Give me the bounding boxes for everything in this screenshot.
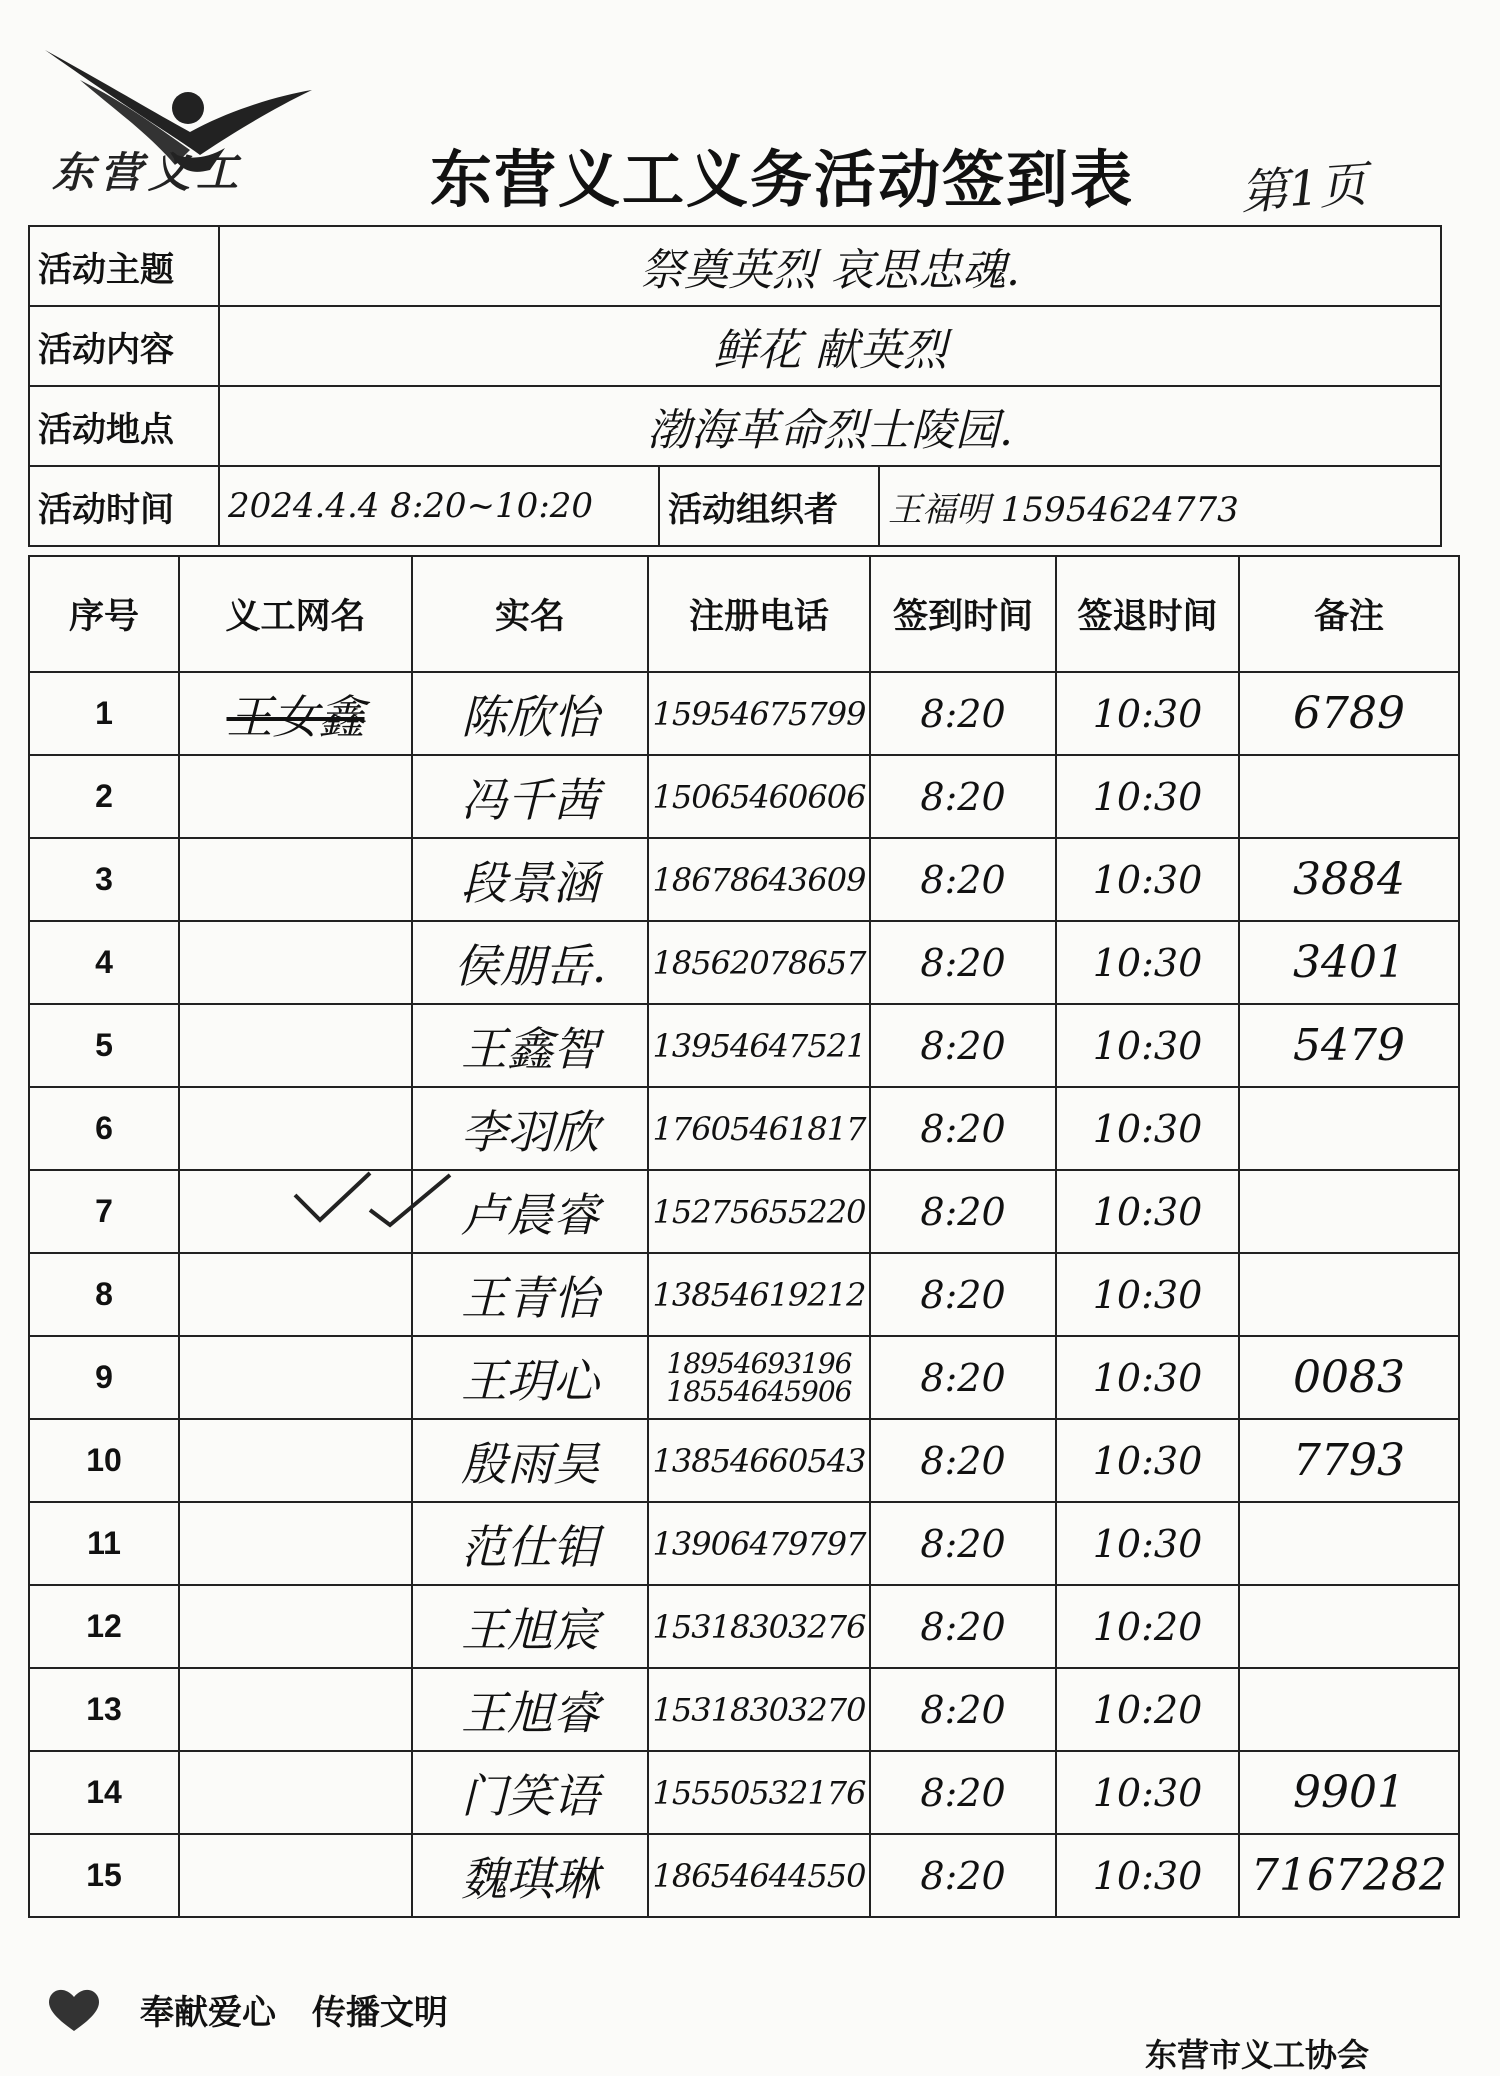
check-mark-icon [290,1165,460,1235]
row-number: 9 [29,1336,179,1419]
theme-label: 活动主题 [29,226,219,306]
sign-in-time: 8:20 [870,1834,1056,1917]
row-number: 8 [29,1253,179,1336]
table-row [29,1253,1459,1336]
table-row [29,1087,1459,1170]
sign-out-time: 10:30 [1056,1419,1239,1502]
location-value: 渤海革命烈士陵园. [647,405,1013,456]
row-number: 1 [29,672,179,755]
real-name: 李羽欣 [412,1087,648,1170]
real-name: 王青怡 [412,1253,648,1336]
sign-out-time: 10:30 [1056,1834,1239,1917]
phone-number: 13854660543 [648,1419,870,1502]
column-header-sign-out: 签退时间 [1056,556,1239,672]
volunteer-nickname [179,1751,412,1834]
row-number: 3 [29,838,179,921]
phone-number: 15318303276 [648,1585,870,1668]
phone-number: 18562078657 [648,921,870,1004]
phone-number: 15550532176 [648,1751,870,1834]
table-row [29,1585,1459,1668]
table-row [29,672,1459,755]
volunteer-nickname [179,755,412,838]
column-header-sign-in: 签到时间 [870,556,1056,672]
table-row [29,1170,1459,1253]
volunteer-nickname [179,1502,412,1585]
volunteer-nickname [179,1834,412,1917]
phone-number: 15275655220 [648,1170,870,1253]
theme-value: 祭奠英烈 哀思忠魂. [640,245,1020,296]
real-name: 陈欣怡 [412,672,648,755]
volunteer-nickname [179,838,412,921]
remark: 7167282 [1239,1834,1459,1917]
volunteer-nickname [179,1004,412,1087]
column-header-nickname: 义工网名 [179,556,412,672]
volunteer-nickname [179,1253,412,1336]
sign-in-time: 8:20 [870,1336,1056,1419]
location-label: 活动地点 [29,386,219,466]
real-name: 王玥心 [412,1336,648,1419]
phone-number: 13854619212 [648,1253,870,1336]
sign-in-time: 8:20 [870,1004,1056,1087]
table-row [29,1668,1459,1751]
sign-in-time: 8:20 [870,1253,1056,1336]
phone-number: 15065460606 [648,755,870,838]
sign-in-time: 8:20 [870,838,1056,921]
remark: 0083 [1239,1336,1459,1419]
sign-out-time: 10:30 [1056,921,1239,1004]
volunteer-nickname [179,1087,412,1170]
activity-info-table [28,225,1442,547]
volunteer-nickname [179,1668,412,1751]
row-number: 7 [29,1170,179,1253]
time-label: 活动时间 [29,466,219,546]
row-number: 11 [29,1502,179,1585]
sign-in-time: 8:20 [870,921,1056,1004]
remark [1239,1668,1459,1751]
remark: 3884 [1239,838,1459,921]
row-number: 2 [29,755,179,838]
footer-association: 东营市义工协会 [1145,2036,1370,2074]
volunteer-nickname [179,1585,412,1668]
volunteer-nickname [179,1419,412,1502]
phone-number [648,1336,870,1419]
real-name: 范仕钼 [412,1502,648,1585]
table-row [29,1336,1459,1419]
page-number-note: 第1页 [1238,156,1369,222]
real-name: 王鑫智 [412,1004,648,1087]
heart-icon [44,1985,104,2033]
sign-out-time: 10:30 [1056,672,1239,755]
phone-number: 18654644550 [648,1834,870,1917]
real-name: 段景涵 [412,838,648,921]
content-label: 活动内容 [29,306,219,386]
row-number: 4 [29,921,179,1004]
remark [1239,1585,1459,1668]
phone-number: 18678643609 [648,838,870,921]
organizer-label: 活动组织者 [659,466,879,546]
remark [1239,1502,1459,1585]
sign-in-time: 8:20 [870,1668,1056,1751]
content-value: 鲜花 献英烈 [713,325,947,376]
phone-number: 13906479797 [648,1502,870,1585]
phone-number: 15954675799 [648,672,870,755]
organizer-value: 王福明 15954624773 [888,489,1239,530]
sign-out-time: 10:30 [1056,755,1239,838]
phone-number-line: 18954693196 [666,1346,852,1380]
sign-out-time: 10:20 [1056,1585,1239,1668]
sign-out-time: 10:20 [1056,1668,1239,1751]
row-number: 13 [29,1668,179,1751]
sign-out-time: 10:30 [1056,1087,1239,1170]
row-number: 6 [29,1087,179,1170]
sign-out-time: 10:30 [1056,1502,1239,1585]
sign-in-time: 8:20 [870,1419,1056,1502]
sign-in-time: 8:20 [870,1585,1056,1668]
table-row [29,1502,1459,1585]
sign-in-time: 8:20 [870,755,1056,838]
remark [1239,1253,1459,1336]
row-number: 15 [29,1834,179,1917]
remark: 7793 [1239,1419,1459,1502]
real-name: 门笑语 [412,1751,648,1834]
real-name: 王旭睿 [412,1668,648,1751]
volunteer-nickname [179,921,412,1004]
sign-out-time: 10:30 [1056,1253,1239,1336]
row-number: 10 [29,1419,179,1502]
real-name: 魏琪琳 [412,1834,648,1917]
remark [1239,755,1459,838]
sign-in-roster-table [28,555,1460,1918]
real-name: 卢晨睿 [412,1170,648,1253]
remark: 6789 [1239,672,1459,755]
phone-number: 17605461817 [648,1087,870,1170]
column-header-remark: 备注 [1239,556,1459,672]
column-header-real-name: 实名 [412,556,648,672]
table-row [29,1004,1459,1087]
real-name: 冯千茜 [412,755,648,838]
table-row [29,755,1459,838]
logo-text: 东营义工 [52,148,245,197]
sign-out-time: 10:30 [1056,1170,1239,1253]
table-row [29,1419,1459,1502]
sign-in-time: 8:20 [870,672,1056,755]
real-name: 王旭宸 [412,1585,648,1668]
remark [1239,1170,1459,1253]
sign-out-time: 10:30 [1056,1336,1239,1419]
time-value: 2024.4.4 8:20~10:20 [228,486,594,526]
row-number: 12 [29,1585,179,1668]
volunteer-nickname [179,1336,412,1419]
footer-slogan: 奉献爱心 传播文明 [140,1993,448,2033]
remark: 5479 [1239,1004,1459,1087]
sign-out-time: 10:30 [1056,1751,1239,1834]
volunteer-nickname: 王女鑫 [179,672,412,755]
remark: 3401 [1239,921,1459,1004]
sign-out-time: 10:30 [1056,1004,1239,1087]
row-number: 5 [29,1004,179,1087]
table-row [29,1751,1459,1834]
sign-in-time: 8:20 [870,1170,1056,1253]
row-number: 14 [29,1751,179,1834]
sign-out-time: 10:30 [1056,838,1239,921]
phone-number: 15318303270 [648,1668,870,1751]
phone-number: 13954647521 [648,1004,870,1087]
table-row [29,921,1459,1004]
phone-number-line: 18554645906 [666,1374,852,1408]
remark [1239,1087,1459,1170]
real-name: 殷雨昊 [412,1419,648,1502]
table-row [29,838,1459,921]
sign-in-time: 8:20 [870,1087,1056,1170]
table-row [29,1834,1459,1917]
roster-header-row [29,556,1459,672]
real-name: 侯朋岳. [412,921,648,1004]
column-header-phone: 注册电话 [648,556,870,672]
sign-in-time: 8:20 [870,1751,1056,1834]
column-header-no: 序号 [29,556,179,672]
remark: 9901 [1239,1751,1459,1834]
page-title: 东营义工义务活动签到表 [430,143,1135,216]
sign-in-time: 8:20 [870,1502,1056,1585]
